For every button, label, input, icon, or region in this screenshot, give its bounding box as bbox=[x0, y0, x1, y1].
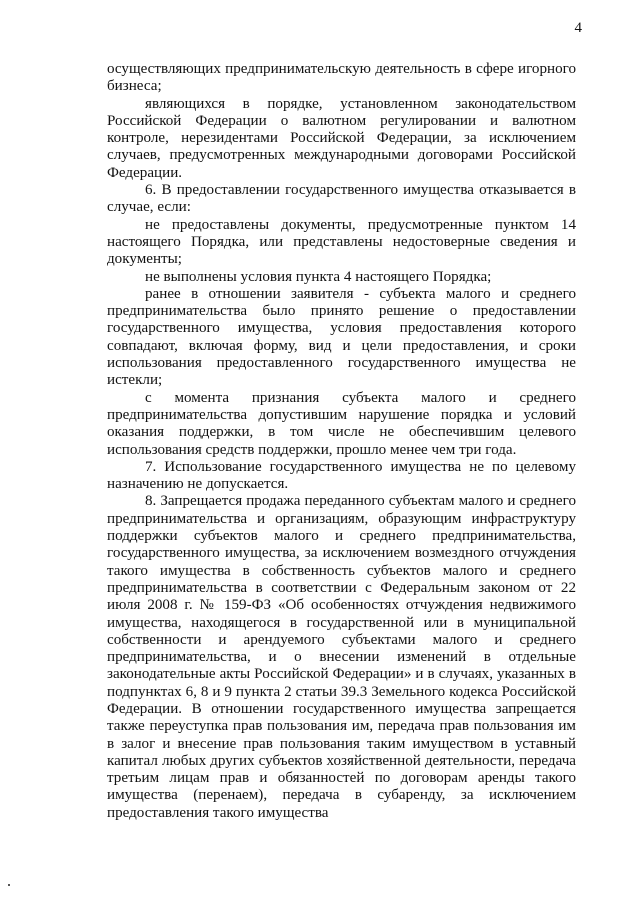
paragraph-violation-three-years: с момента признания субъекта малого и среднего предпринимательства допустившим нарушение порядка и условий оказания поддержки, в том числе не обеспечившим целевого использования средств поддержки, прошло менее чем три года. bbox=[107, 389, 576, 458]
paragraph-prior-decision: ранее в отношении заявителя - субъекта малого и среднего предпринимательства было принято решение о предоставлении государственного имущества, условия предоставления которого совпадают, включая форму, вид и цели предоставления, и сроки использования предоставленного государственного имущества не истекли; bbox=[107, 285, 576, 389]
clause-6-refusal: 6. В предоставлении государственного имущества отказывается в случае, если: bbox=[107, 182, 576, 216]
paragraph-documents-not-provided: не предоставлены документы, предусмотренные пунктом 14 настоящего Порядка, или представлены недостоверные сведения и документы; bbox=[107, 216, 576, 268]
page-number: 4 bbox=[574, 20, 582, 36]
paragraph-non-residents: являющихся в порядке, установленном законодательством Российской Федерации о валютном регулировании и валютном контроле, нерезидентами Российской Федерации, за исключением случаев, предусмотренных международными договорами Российской Федерации. bbox=[107, 95, 576, 181]
scan-artifact-dot bbox=[8, 884, 10, 886]
paragraph-gambling-business: осуществляющих предпринимательскую деятельность в сфере игорного бизнеса; bbox=[107, 61, 576, 95]
clause-8-sale-prohibited: 8. Запрещается продажа переданного субъектам малого и среднего предпринимательства и организациям, образующим инфраструктуру поддержки субъектов малого и среднего предпринимательства, государственного имущества, за исключением возмездного отчуждения такого имущества в собственность субъектов малого и среднего предпринимательства в соответствии с Федеральным законом от 22 июля 2008 г. № 159-ФЗ «Об особенностях отчуждения недвижимого имущества, находящегося в государственной или в муниципальной собственности и арендуемого субъектами малого и среднего предпринимательства, и о внесении изменений в отдельные законодательные акты Российской Федерации» и в случаях, указанных в подпунктах 6, 8 и 9 пункта 2 статьи 39.3 Земельного кодекса Российской Федерации. В отношении государственного имущества запрещается также переуступка прав пользования им, передача прав пользования им в залог и внесение прав пользования таким имуществом в уставный капитал любых других субъектов хозяйственной деятельности, передача третьим лицам прав и обязанностей по договорам аренды такого имущества (перенаем), передача в субаренду, за исключением предоставления такого имущества bbox=[107, 493, 576, 821]
paragraph-conditions-not-met: не выполнены условия пункта 4 настоящего Порядка; bbox=[145, 268, 492, 285]
document-body bbox=[107, 61, 576, 822]
clause-7-target-use: 7. Использование государственного имущества не по целевому назначению не допускается. bbox=[107, 458, 576, 493]
